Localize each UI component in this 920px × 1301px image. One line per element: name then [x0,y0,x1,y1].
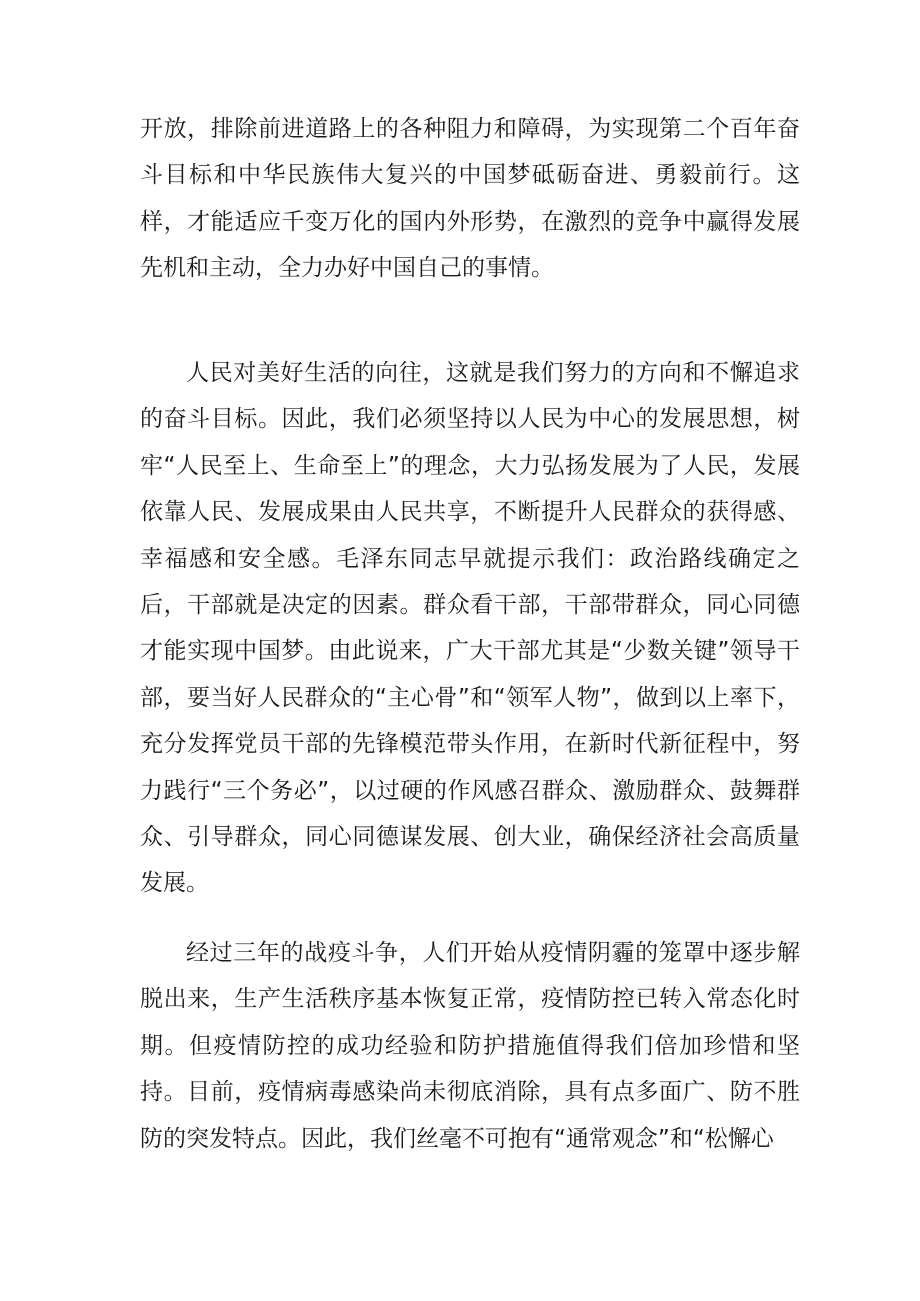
paragraph-people-aspiration [140,350,800,907]
paragraph-2-text: 人民对美好生活的向往，这就是我们努力的方向和不懈追求的奋斗目标。因此，我们必须坚持以人民为中心的发展思想，树牢“人民至上、生命至上”的理念，大力弘扬发展为了人民，发展依靠人民、发展成果由人民共享，不断提升人民群众的获得感、幸福感和安全感。毛泽东同志早就提示我们：政治路线确定之后，干部就是决定的因素。群众看干部，干部带群众，同心同德才能实现中国梦。由此说来，广大干部尤其是“少数关键”领导干部，要当好人民群众的“主心骨”和“领军人物”，做到以上率下，充分发挥党员干部的先锋模范带头作用，在新时代新征程中，努力践行“三个务必”，以过硬的作风感召群众、激励群众、鼓舞群众、引导群众，同心同德谋发展、创大业，确保经济社会高质量发展。 [140,360,800,897]
paragraph-1-text: 开放，排除前进道路上的各种阻力和障碍，为实现第二个百年奋斗目标和中华民族伟大复兴的中国梦砥砺奋进、勇毅前行。这样，才能适应千变万化的国内外形势，在激烈的竞争中赢得发展先机和主动，全力办好中国自己的事情。 [140,116,800,282]
paragraph-epidemic [140,930,800,1162]
paragraph-3-text: 经过三年的战疫斗争，人们开始从疫情阴霾的笼罩中逐步解脱出来，生产生活秩序基本恢复正常，疫情防控已转入常态化时期。但疫情防控的成功经验和防护措施值得我们倍加珍惜和坚持。目前，疫情病毒感染尚未彻底消除，具有点多面广、防不胜防的突发特点。因此，我们丝毫不可抱有“通常观念”和“松懈心 [140,940,800,1152]
paragraph-continuation [140,106,800,292]
